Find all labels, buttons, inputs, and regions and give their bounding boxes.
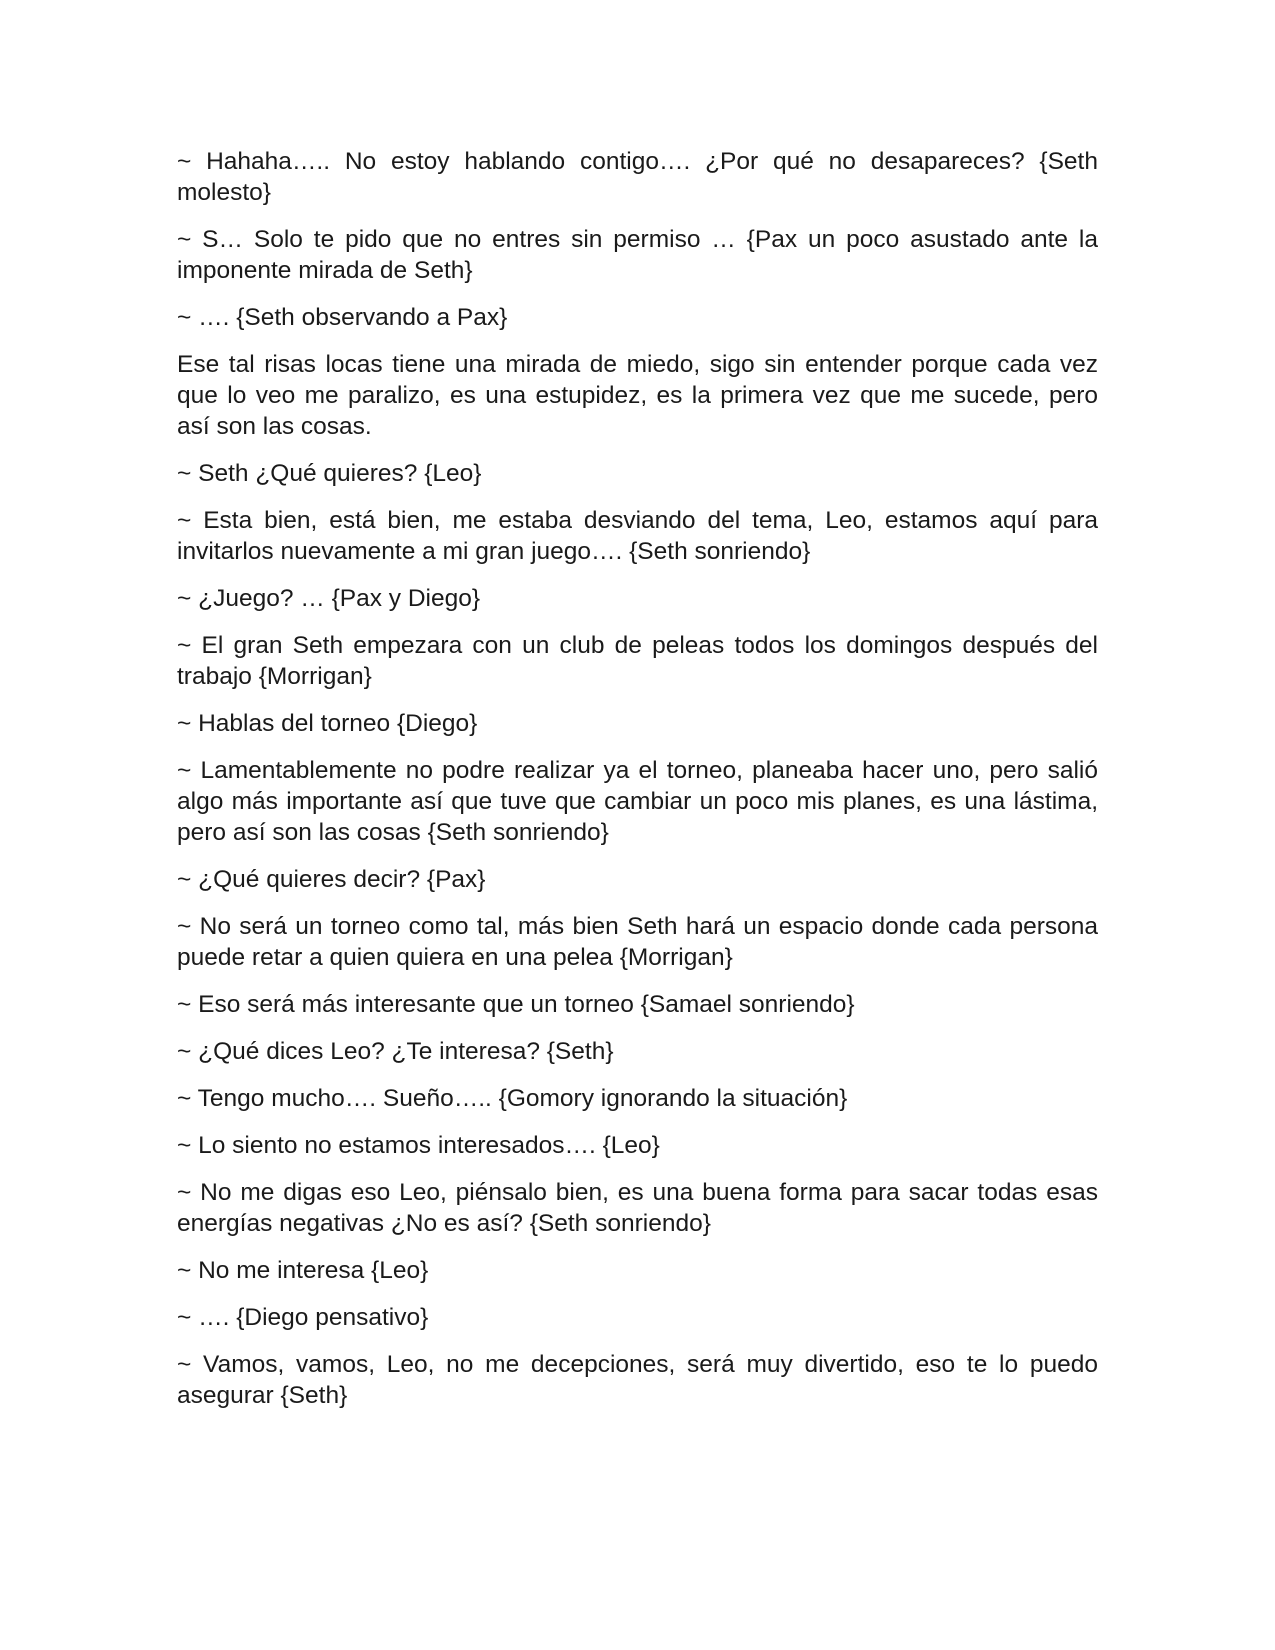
paragraph: ~ El gran Seth empezara con un club de peleas todos los domingos después del trabajo {Morrigan} [177, 632, 1098, 690]
document-body [177, 146, 1098, 1427]
paragraph: ~ Esta bien, está bien, me estaba desviando del tema, Leo, estamos aquí para invitarlos nuevamente a mi gran juego…. {Seth sonriendo} [177, 507, 1098, 565]
paragraph: ~ S… Solo te pido que no entres sin permiso … {Pax un poco asustado ante la imponente mirada de Seth} [177, 226, 1098, 284]
paragraph: ~ ¿Juego? … {Pax y Diego} [177, 585, 481, 612]
paragraph: ~ No me digas eso Leo, piénsalo bien, es una buena forma para sacar todas esas energías negativas ¿No es así? {Seth sonriendo} [177, 1179, 1098, 1237]
paragraph: ~ No será un torneo como tal, más bien Seth hará un espacio donde cada persona puede retar a quien quiera en una pelea {Morrigan} [177, 913, 1098, 971]
paragraph: ~ ¿Qué quieres decir? {Pax} [177, 866, 486, 893]
paragraph: ~ Eso será más interesante que un torneo {Samael sonriendo} [177, 991, 855, 1018]
paragraph: ~ Vamos, vamos, Leo, no me decepciones, será muy divertido, eso te lo puedo asegurar {Seth} [177, 1351, 1098, 1409]
paragraph: ~ Lamentablemente no podre realizar ya el torneo, planeaba hacer uno, pero salió algo más importante así que tuve que cambiar un poco mis planes, es una lástima, pero así son las cosas {Seth sonriendo} [177, 757, 1098, 846]
paragraph: ~ ¿Qué dices Leo? ¿Te interesa? {Seth} [177, 1038, 614, 1065]
paragraph: ~ Tengo mucho…. Sueño….. {Gomory ignorando la situación} [177, 1085, 848, 1112]
paragraph: ~ No me interesa {Leo} [177, 1257, 429, 1284]
paragraph: Ese tal risas locas tiene una mirada de miedo, sigo sin entender porque cada vez que lo veo me paralizo, es una estupidez, es la primera vez que me sucede, pero así son las cosas. [177, 351, 1098, 440]
paragraph: ~ …. {Diego pensativo} [177, 1304, 429, 1331]
paragraph: ~ Hahaha….. No estoy hablando contigo…. ¿Por qué no desapareces? {Seth molesto} [177, 148, 1098, 206]
paragraph: ~ Lo siento no estamos interesados…. {Leo} [177, 1132, 660, 1159]
paragraph: ~ Hablas del torneo {Diego} [177, 710, 478, 737]
paragraph: ~ Seth ¿Qué quieres? {Leo} [177, 460, 482, 487]
paragraph: ~ …. {Seth observando a Pax} [177, 304, 508, 331]
